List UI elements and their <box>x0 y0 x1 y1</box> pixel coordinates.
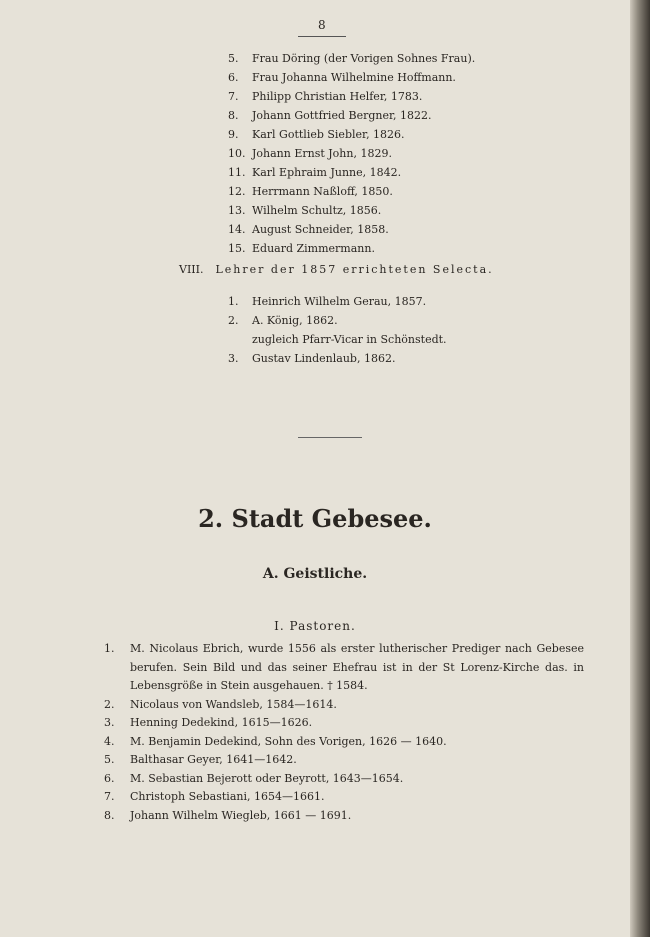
page-number: 8 <box>318 18 326 32</box>
list-item-text: M. Nicolaus Ebrich, wurde 1556 als erster lutherischer Prediger nach Gebesee berufen. Sein Bild und das seiner Ehefrau ist in der St Lorenz-Kirche das. in Lebensgröße in Stein ausgehauen. † 1584. <box>130 642 584 692</box>
list-item <box>228 292 447 311</box>
list-item-text: Frau Johanna Wilhelmine Hoffmann. <box>252 71 456 84</box>
list-item-number: 2. <box>228 314 239 327</box>
list-item <box>228 106 475 125</box>
list-item-text: Nicolaus von Wandsleb, 1584—1614. <box>130 697 337 711</box>
list-item-number: 2. <box>104 697 115 711</box>
list-item <box>104 733 584 752</box>
list-item-number: 3. <box>228 352 239 365</box>
list-item-text: Karl Ephraim Junne, 1842. <box>252 166 402 179</box>
list-item-text: Henning Dedekind, 1615—1626. <box>130 716 313 729</box>
list-item-number: 6. <box>228 71 239 84</box>
list-item-number: 3. <box>104 716 115 729</box>
list-item-text: M. Benjamin Dedekind, Sohn des Vorigen, 1626 — 1640. <box>130 734 447 748</box>
list-item-number: 6. <box>104 771 115 785</box>
chapter-title: 2. Stadt Gebesee. <box>198 504 432 533</box>
list-item-number: 9. <box>228 128 239 141</box>
list-item-text: August Schneider, 1858. <box>252 223 389 236</box>
list-item-number: 1. <box>228 295 239 308</box>
section-divider <box>298 437 362 438</box>
list-item <box>228 125 475 144</box>
list-item-number: 14. <box>228 223 246 236</box>
list-item-number: 7. <box>228 90 239 103</box>
list-item-text: Heinrich Wilhelm Gerau, 1857. <box>252 295 427 308</box>
list-item-number: 8. <box>228 109 239 122</box>
list-item-number: 13. <box>228 204 246 217</box>
sub-subsection-heading: I. Pastoren. <box>274 619 356 633</box>
list-item-number: 8. <box>104 808 115 822</box>
list-item-text: Wilhelm Schultz, 1856. <box>252 204 382 217</box>
list-item-number: 15. <box>228 242 246 255</box>
list-item-number: 10. <box>228 147 246 160</box>
list-item-text: Frau Döring (der Vorigen Sohnes Frau). <box>252 52 476 65</box>
list-item-text: Christoph Sebastiani, 1654—1661. <box>130 790 325 803</box>
list-item-text: Johann Gottfried Bergner, 1822. <box>252 109 432 122</box>
list-item <box>228 68 475 87</box>
list-item-text: A. König, 1862. <box>252 314 338 327</box>
list-item-text: M. Sebastian Bejerott oder Beyrott, 1643—1654. <box>130 771 404 785</box>
list-item <box>104 770 584 789</box>
list-item <box>104 640 584 696</box>
list-item-text: Gustav Lindenlaub, 1862. <box>252 352 396 365</box>
list-item <box>228 349 447 368</box>
book-binding-edge <box>630 0 650 937</box>
list-item-continuation <box>228 330 447 349</box>
list-item-number: 11. <box>228 166 246 179</box>
list-item <box>228 182 475 201</box>
list-item <box>104 751 584 770</box>
section-title: Lehrer der 1857 errichteten Selecta. <box>215 263 494 276</box>
list-item-number: 7. <box>104 790 115 803</box>
list-item <box>104 714 584 733</box>
list-item <box>228 201 475 220</box>
list-item <box>228 311 447 330</box>
section-heading-viii <box>179 263 494 276</box>
list-item-text: Johann Wilhelm Wiegleb, 1661 — 1691. <box>130 808 352 822</box>
selecta-teacher-list <box>228 292 447 368</box>
list-item-number: 5. <box>104 753 115 766</box>
list-item-text: Herrmann Naßloff, 1850. <box>252 185 393 198</box>
list-item <box>228 239 475 258</box>
section-numeral: VIII. <box>179 263 204 276</box>
list-item-text: Balthasar Geyer, 1641—1642. <box>130 753 297 766</box>
list-item <box>228 49 475 68</box>
list-item-number: 4. <box>104 734 115 748</box>
header-rule <box>298 36 346 37</box>
list-item <box>228 220 475 239</box>
list-item <box>228 163 475 182</box>
list-item <box>104 788 584 807</box>
list-item-text: Karl Gottlieb Siebler, 1826. <box>252 128 405 141</box>
list-item <box>104 696 584 715</box>
list-item <box>228 87 475 106</box>
list-item <box>104 807 584 826</box>
list-item-number: 5. <box>228 52 239 65</box>
list-item-text: Johann Ernst John, 1829. <box>252 147 392 160</box>
subsection-heading: A. Geistliche. <box>262 566 368 582</box>
list-item-note: zugleich Pfarr-Vicar in Schönstedt. <box>252 333 447 346</box>
list-continued <box>228 49 475 258</box>
list-item <box>228 144 475 163</box>
list-item-number: 12. <box>228 185 246 198</box>
list-item-text: Eduard Zimmermann. <box>252 242 375 255</box>
list-item-number: 1. <box>104 642 115 655</box>
list-item-text: Philipp Christian Helfer, 1783. <box>252 90 423 103</box>
pastor-list <box>104 640 584 825</box>
